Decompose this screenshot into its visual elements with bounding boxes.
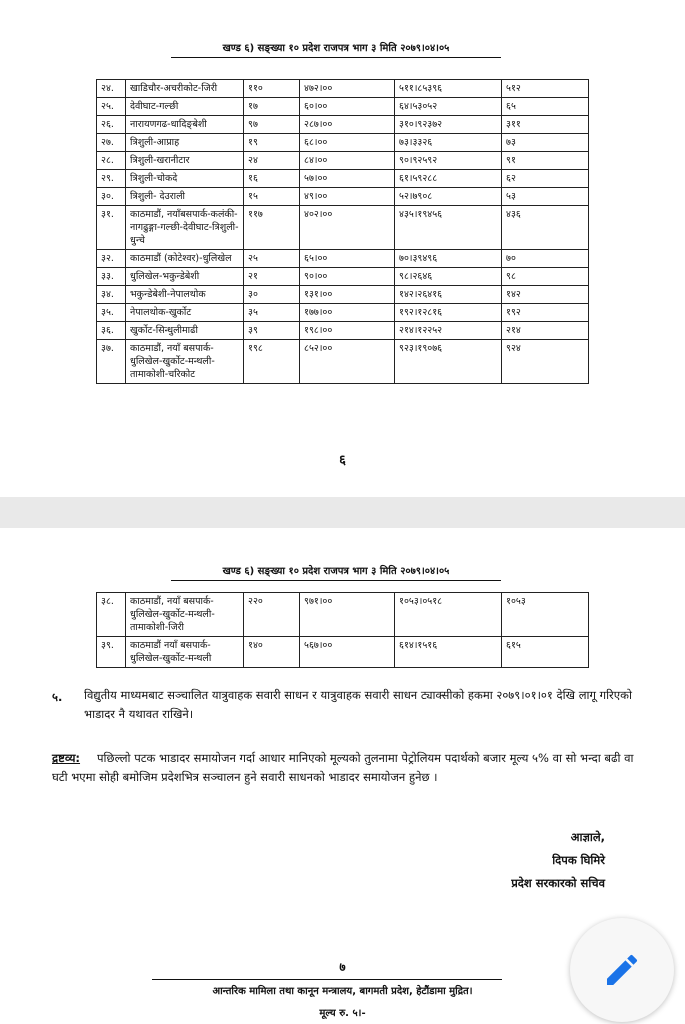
- new-fare-cell: २१४: [502, 322, 589, 340]
- computed-fare-cell: ७३।३३२६: [395, 134, 502, 152]
- distance-cell: १६: [244, 170, 300, 188]
- computed-fare-cell: ५११।८५३९६: [395, 80, 502, 98]
- serial-cell: २४.: [97, 80, 126, 98]
- distance-cell: ११०: [244, 80, 300, 98]
- serial-cell: २८.: [97, 152, 126, 170]
- pencil-icon: [602, 950, 642, 990]
- old-fare-cell: ५६७।००: [300, 637, 395, 668]
- new-fare-cell: ४३६: [502, 206, 589, 250]
- computed-fare-cell: १९२।१२८१६: [395, 304, 502, 322]
- computed-fare-cell: ६४।५३०५२: [395, 98, 502, 116]
- table-row: [97, 116, 589, 134]
- computed-fare-cell: ९०।९२५९२: [395, 152, 502, 170]
- distance-cell: १४०: [244, 637, 300, 668]
- distance-cell: २४: [244, 152, 300, 170]
- serial-cell: ३०.: [97, 188, 126, 206]
- old-fare-cell: ४०२।००: [300, 206, 395, 250]
- serial-cell: २९.: [97, 170, 126, 188]
- note-label: द्रष्टव्य:: [52, 751, 81, 765]
- table-row: [97, 286, 589, 304]
- old-fare-cell: १७७।००: [300, 304, 395, 322]
- serial-cell: २५.: [97, 98, 126, 116]
- table-row: [97, 593, 589, 637]
- computed-fare-cell: ३१०।९२३७२: [395, 116, 502, 134]
- signature-name: दिपक घिमिरे: [552, 853, 605, 867]
- table-row: [97, 206, 589, 250]
- new-fare-cell: १४२: [502, 286, 589, 304]
- computed-fare-cell: २१४।१२२५२: [395, 322, 502, 340]
- route-cell: काठमाडौं नयाँ बसपार्क-धुलिखेल-खुर्कोट-मन्थली: [126, 637, 244, 668]
- distance-cell: २५: [244, 250, 300, 268]
- table-row: [97, 340, 589, 384]
- document-page-6: [0, 0, 685, 497]
- table-row: [97, 170, 589, 188]
- gazette-header: खण्ड ६) सङ्ख्या १० प्रदेश राजपत्र भाग ३ मिति २०७९।०४।०५: [171, 40, 501, 58]
- new-fare-cell: ६१५: [502, 637, 589, 668]
- footer-divider: [152, 979, 502, 980]
- old-fare-cell: ८४।००: [300, 152, 395, 170]
- old-fare-cell: ८५२।००: [300, 340, 395, 384]
- distance-cell: ३५: [244, 304, 300, 322]
- new-fare-cell: ६२: [502, 170, 589, 188]
- table-row: [97, 268, 589, 286]
- serial-cell: ३५.: [97, 304, 126, 322]
- computed-fare-cell: ५२।७९०८: [395, 188, 502, 206]
- computed-fare-cell: ९८।२६४६: [395, 268, 502, 286]
- distance-cell: १५: [244, 188, 300, 206]
- distance-cell: १९: [244, 134, 300, 152]
- table-row: [97, 80, 589, 98]
- signature-order-line: आज्ञाले,: [570, 830, 605, 844]
- old-fare-cell: २८७।००: [300, 116, 395, 134]
- table-row: [97, 152, 589, 170]
- edit-button[interactable]: [570, 918, 674, 1022]
- serial-cell: ३४.: [97, 286, 126, 304]
- route-cell: धुलिखेल-भकुन्डेबेशी: [126, 268, 244, 286]
- price-line: मूल्य रु. ५।-: [319, 1008, 366, 1019]
- computed-fare-cell: ६१४।१५१६: [395, 637, 502, 668]
- route-cell: त्रिशुली- देउराली: [126, 188, 244, 206]
- old-fare-cell: १३१।००: [300, 286, 395, 304]
- route-cell: त्रिशुली-खरानीटार: [126, 152, 244, 170]
- route-cell: नारायणगढ-धादिङ्बेशी: [126, 116, 244, 134]
- new-fare-cell: १९२: [502, 304, 589, 322]
- distance-cell: २२०: [244, 593, 300, 637]
- computed-fare-cell: ६१।५९२८८: [395, 170, 502, 188]
- old-fare-cell: १९८।००: [300, 322, 395, 340]
- route-cell: त्रिशुली-आप्राह: [126, 134, 244, 152]
- serial-cell: ३१.: [97, 206, 126, 250]
- distance-cell: ११७: [244, 206, 300, 250]
- old-fare-cell: ४९।००: [300, 188, 395, 206]
- old-fare-cell: ६०।००: [300, 98, 395, 116]
- route-cell: खुर्कोट-सिन्धुलीमाढी: [126, 322, 244, 340]
- route-cell: काठमाडौं, नयाँ बसपार्क-धुलिखेल-खुर्कोट-मन्थली-तामाकोशी-जिरी: [126, 593, 244, 637]
- gazette-header: खण्ड ६) सङ्ख्या १० प्रदेश राजपत्र भाग ३ मिति २०७९।०४।०५: [171, 563, 501, 581]
- new-fare-cell: ९८: [502, 268, 589, 286]
- signature-title: प्रदेश सरकारको सचिव: [511, 876, 605, 890]
- computed-fare-cell: ९२३।१९०७६: [395, 340, 502, 384]
- serial-cell: ३२.: [97, 250, 126, 268]
- old-fare-cell: ६५।००: [300, 250, 395, 268]
- serial-cell: २६.: [97, 116, 126, 134]
- route-cell: त्रिशुली-चोकदे: [126, 170, 244, 188]
- distance-cell: १७: [244, 98, 300, 116]
- route-cell: भकुन्डेबेशी-नेपालथोक: [126, 286, 244, 304]
- computed-fare-cell: ७०।३९४९६: [395, 250, 502, 268]
- note-text: पछिल्लो पटक भाडादर समायोजन गर्दा आधार मानिएको मूल्यको तुलनामा पेट्रोलियम पदार्थको बजार मूल्य ५% वा सो भन्दा बढी वा घटी भएमा सोही बमोजिम प्रदेशभित्र सञ्चालन हुने सवारी साधनको भाडादर समायोजन हुनेछ ।: [52, 751, 634, 784]
- new-fare-cell: ५३: [502, 188, 589, 206]
- old-fare-cell: ९०।००: [300, 268, 395, 286]
- table-row: [97, 134, 589, 152]
- table-row: [97, 304, 589, 322]
- new-fare-cell: ९१: [502, 152, 589, 170]
- distance-cell: २१: [244, 268, 300, 286]
- table-row: [97, 188, 589, 206]
- serial-cell: ३७.: [97, 340, 126, 384]
- serial-cell: ३९.: [97, 637, 126, 668]
- distance-cell: ३०: [244, 286, 300, 304]
- serial-cell: ३८.: [97, 593, 126, 637]
- table-row: [97, 250, 589, 268]
- route-cell: काठमाडौं, नयाँबसपार्क-कलंकी-नागढुङ्गा-गल्छी-देवीघाट-त्रिशुली-धुन्चे: [126, 206, 244, 250]
- paragraph-text: विद्युतीय माध्यमबाट सञ्चालित यात्रुवाहक सवारी साधन र यात्रुवाहक सवारी साधन ट्याक्सीको हकमा २०७९।०१।०१ देखि लागू गरिएको भाडादर नै यथावत राखिने।: [84, 688, 632, 721]
- old-fare-cell: ९७१।००: [300, 593, 395, 637]
- old-fare-cell: ५७।००: [300, 170, 395, 188]
- table-row: [97, 98, 589, 116]
- route-cell: नेपालथोक-खुर्कोट: [126, 304, 244, 322]
- computed-fare-cell: १०५३।०५१८: [395, 593, 502, 637]
- distance-cell: ९७: [244, 116, 300, 134]
- fare-table-page-6: [96, 79, 589, 384]
- distance-cell: ३९: [244, 322, 300, 340]
- serial-cell: ३३.: [97, 268, 126, 286]
- new-fare-cell: ७३: [502, 134, 589, 152]
- new-fare-cell: ५१२: [502, 80, 589, 98]
- route-cell: खाडिचौर-अचरीकोट-जिरी: [126, 80, 244, 98]
- distance-cell: १९८: [244, 340, 300, 384]
- route-cell: काठमाडौं (कोटेश्वर)-धुलिखेल: [126, 250, 244, 268]
- table-row: [97, 322, 589, 340]
- old-fare-cell: ४७२।००: [300, 80, 395, 98]
- route-cell: देवीघाट-गल्छी: [126, 98, 244, 116]
- new-fare-cell: ७०: [502, 250, 589, 268]
- new-fare-cell: १०५३: [502, 593, 589, 637]
- page-number: ७: [339, 960, 346, 974]
- old-fare-cell: ६८।००: [300, 134, 395, 152]
- serial-cell: ३६.: [97, 322, 126, 340]
- page-number: ६: [339, 453, 346, 468]
- paragraph-number: ५.: [52, 690, 63, 704]
- computed-fare-cell: ४३५।१९४५६: [395, 206, 502, 250]
- serial-cell: २७.: [97, 134, 126, 152]
- route-cell: काठमाडौं, नयाँ बसपार्क-धुलिखेल-खुर्कोट-मन्थली-तामाकोशी-चरिकोट: [126, 340, 244, 384]
- new-fare-cell: ३११: [502, 116, 589, 134]
- new-fare-cell: ६५: [502, 98, 589, 116]
- printer-line: आन्तरिक मामिला तथा कानून मन्त्रालय, बागमती प्रदेश, हेटौंडामा मुद्रित।: [212, 986, 473, 997]
- computed-fare-cell: १४२।२६४१६: [395, 286, 502, 304]
- table-row: [97, 637, 589, 668]
- fare-table-page-7: [96, 592, 589, 668]
- new-fare-cell: ९२४: [502, 340, 589, 384]
